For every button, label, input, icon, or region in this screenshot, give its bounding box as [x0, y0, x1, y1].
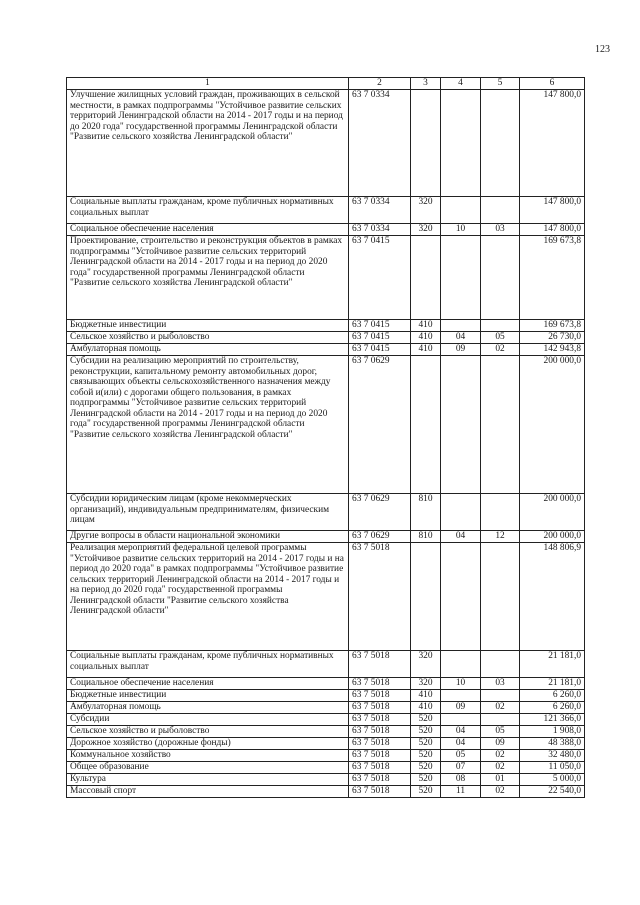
row-rz: 10: [441, 678, 481, 690]
table-row: [67, 344, 585, 356]
row-vr: 320: [411, 678, 441, 690]
row-pr: 02: [481, 762, 520, 774]
row-sum: 6 260,0: [520, 690, 585, 702]
row-name: Улучшение жилищных условий граждан, проживающих в сельской местности, в рамках подпрограммы "Устойчивое развитие сельских территорий Ленинградской области на 2014 - 2017 годы и на период до 2020 года" государственной программы Ленинградской области "Развитие сельского хозяйства Ленинградской области": [67, 90, 349, 197]
row-vr: [411, 543, 441, 651]
row-pr: 03: [481, 224, 520, 236]
row-code: 63 7 0415: [349, 332, 411, 344]
row-name: Дорожное хозяйство (дорожные фонды): [67, 738, 349, 750]
row-name: Амбулаторная помощь: [67, 344, 349, 356]
row-name: Субсидии: [67, 714, 349, 726]
row-pr: 12: [481, 531, 520, 543]
row-vr: 520: [411, 726, 441, 738]
row-code: 63 7 5018: [349, 714, 411, 726]
row-name: Другие вопросы в области национальной экономики: [67, 531, 349, 543]
header-col-5: 5: [481, 78, 520, 90]
row-vr: 520: [411, 750, 441, 762]
row-pr: [481, 197, 520, 224]
header-col-4: 4: [441, 78, 481, 90]
table-row: [67, 678, 585, 690]
row-vr: 520: [411, 786, 441, 798]
row-vr: 320: [411, 197, 441, 224]
row-sum: 21 181,0: [520, 651, 585, 678]
row-pr: 05: [481, 726, 520, 738]
row-sum: 5 000,0: [520, 774, 585, 786]
row-rz: 04: [441, 531, 481, 543]
table-row: [67, 702, 585, 714]
row-rz: 09: [441, 344, 481, 356]
row-rz: 09: [441, 702, 481, 714]
row-name: Культура: [67, 774, 349, 786]
row-rz: [441, 236, 481, 320]
row-pr: 02: [481, 786, 520, 798]
row-code: 63 7 0415: [349, 344, 411, 356]
row-vr: 520: [411, 762, 441, 774]
table-row: [67, 320, 585, 332]
header-col-2: 2: [349, 78, 411, 90]
row-pr: 03: [481, 678, 520, 690]
row-code: 63 7 0629: [349, 531, 411, 543]
row-sum: 32 480,0: [520, 750, 585, 762]
table-row: [67, 332, 585, 344]
table-row: [67, 356, 585, 494]
row-vr: 320: [411, 651, 441, 678]
row-name: Сельское хозяйство и рыболовство: [67, 332, 349, 344]
row-pr: [481, 651, 520, 678]
row-sum: 1 908,0: [520, 726, 585, 738]
table-row: [67, 750, 585, 762]
row-sum: 169 673,8: [520, 320, 585, 332]
table-row: [67, 738, 585, 750]
table-row: [67, 494, 585, 531]
row-rz: 10: [441, 224, 481, 236]
row-name: Социальные выплаты гражданам, кроме публичных нормативных социальных выплат: [67, 197, 349, 224]
row-sum: 142 943,8: [520, 344, 585, 356]
row-pr: 01: [481, 774, 520, 786]
row-pr: [481, 236, 520, 320]
row-rz: [441, 690, 481, 702]
row-vr: [411, 90, 441, 197]
row-rz: [441, 543, 481, 651]
row-vr: 520: [411, 774, 441, 786]
row-name: Социальное обеспечение населения: [67, 678, 349, 690]
row-name: Проектирование, строительство и реконструкция объектов в рамках подпрограммы "Устойчивое развитие сельских территорий Ленинградской области на 2014 - 2017 годы и на период до 2020 года" государственной программы Ленинградской области "Развитие сельского хозяйства Ленинградской области": [67, 236, 349, 320]
row-vr: 410: [411, 332, 441, 344]
row-sum: 21 181,0: [520, 678, 585, 690]
row-code: 63 7 5018: [349, 543, 411, 651]
page-number: 123: [595, 44, 610, 55]
row-code: 63 7 5018: [349, 702, 411, 714]
row-name: Коммунальное хозяйство: [67, 750, 349, 762]
row-code: 63 7 0334: [349, 197, 411, 224]
row-pr: 02: [481, 750, 520, 762]
row-vr: 410: [411, 702, 441, 714]
header-row: [67, 78, 585, 90]
row-rz: [441, 320, 481, 332]
row-rz: 04: [441, 738, 481, 750]
row-name: Социальные выплаты гражданам, кроме публичных нормативных социальных выплат: [67, 651, 349, 678]
row-sum: 22 540,0: [520, 786, 585, 798]
row-vr: 520: [411, 714, 441, 726]
row-pr: [481, 690, 520, 702]
row-sum: 147 800,0: [520, 197, 585, 224]
row-code: 63 7 0629: [349, 494, 411, 531]
row-name: Субсидии юридическим лицам (кроме некоммерческих организаций), индивидуальным предпринимателям, физическим лицам: [67, 494, 349, 531]
row-code: 63 7 5018: [349, 774, 411, 786]
row-rz: [441, 714, 481, 726]
row-code: 63 7 5018: [349, 726, 411, 738]
table-row: [67, 651, 585, 678]
table-row: [67, 531, 585, 543]
row-rz: 04: [441, 726, 481, 738]
row-pr: [481, 494, 520, 531]
row-name: Общее образование: [67, 762, 349, 774]
table-row: [67, 236, 585, 320]
row-code: 63 7 0415: [349, 320, 411, 332]
row-code: 63 7 5018: [349, 690, 411, 702]
row-vr: 810: [411, 494, 441, 531]
row-vr: 320: [411, 224, 441, 236]
row-name: Реализация мероприятий федеральной целевой программы "Устойчивое развитие сельских территорий на 2014 - 2017 годы и на период до 2020 года" в рамках подпрограммы "Устойчивое развитие сельских территорий Ленинградской области на 2014 - 2017 годы и на период до 2020 года" государственной программы Ленинградской области "Развитие сельского хозяйства Ленинградской области": [67, 543, 349, 651]
table-row: [67, 197, 585, 224]
row-sum: 147 800,0: [520, 90, 585, 197]
row-vr: 520: [411, 738, 441, 750]
row-name: Сельское хозяйство и рыболовство: [67, 726, 349, 738]
table-row: [67, 714, 585, 726]
row-vr: [411, 356, 441, 494]
row-pr: [481, 90, 520, 197]
header-col-3: 3: [411, 78, 441, 90]
row-code: 63 7 0334: [349, 224, 411, 236]
row-name: Бюджетные инвестиции: [67, 320, 349, 332]
row-rz: 11: [441, 786, 481, 798]
row-code: 63 7 0415: [349, 236, 411, 320]
table-row: [67, 543, 585, 651]
row-sum: 148 806,9: [520, 543, 585, 651]
row-rz: [441, 651, 481, 678]
row-name: Амбулаторная помощь: [67, 702, 349, 714]
row-sum: 26 730,0: [520, 332, 585, 344]
row-pr: [481, 543, 520, 651]
row-code: 63 7 5018: [349, 651, 411, 678]
row-sum: 200 000,0: [520, 531, 585, 543]
row-rz: 05: [441, 750, 481, 762]
row-code: 63 7 5018: [349, 678, 411, 690]
row-sum: 200 000,0: [520, 356, 585, 494]
row-code: 63 7 5018: [349, 750, 411, 762]
row-name: Бюджетные инвестиции: [67, 690, 349, 702]
row-code: 63 7 5018: [349, 738, 411, 750]
table-row: [67, 90, 585, 197]
row-sum: 121 366,0: [520, 714, 585, 726]
row-sum: 169 673,8: [520, 236, 585, 320]
row-vr: 410: [411, 320, 441, 332]
row-code: 63 7 5018: [349, 762, 411, 774]
row-pr: 02: [481, 344, 520, 356]
table-row: [67, 762, 585, 774]
row-rz: 04: [441, 332, 481, 344]
table-row: [67, 786, 585, 798]
row-vr: 810: [411, 531, 441, 543]
row-pr: 09: [481, 738, 520, 750]
row-code: 63 7 0334: [349, 90, 411, 197]
row-rz: [441, 494, 481, 531]
table-row: [67, 224, 585, 236]
budget-table: [66, 77, 585, 798]
table-row: [67, 690, 585, 702]
header-col-6: 6: [520, 78, 585, 90]
header-col-1: 1: [67, 78, 349, 90]
row-pr: [481, 714, 520, 726]
row-rz: 08: [441, 774, 481, 786]
row-vr: [411, 236, 441, 320]
row-sum: 200 000,0: [520, 494, 585, 531]
row-sum: 6 260,0: [520, 702, 585, 714]
row-name: Социальное обеспечение населения: [67, 224, 349, 236]
row-pr: 05: [481, 332, 520, 344]
table-row: [67, 726, 585, 738]
row-name: Субсидии на реализацию мероприятий по строительству, реконструкции, капитальному ремонту автомобильных дорог, связывающих объекты сельскохозяйственного назначения между собой и(или) с дорогами общего пользования, в рамках подпрограммы "Устойчивое развитие сельских территорий Ленинградской области на 2014 - 2017 годы и на период до 2020 года" государственной программы Ленинградской области "Развитие сельского хозяйства Ленинградской области": [67, 356, 349, 494]
row-vr: 410: [411, 690, 441, 702]
row-sum: 11 050,0: [520, 762, 585, 774]
row-rz: 07: [441, 762, 481, 774]
row-rz: [441, 90, 481, 197]
row-pr: [481, 356, 520, 494]
row-sum: 147 800,0: [520, 224, 585, 236]
row-pr: [481, 320, 520, 332]
row-rz: [441, 356, 481, 494]
row-name: Массовый спорт: [67, 786, 349, 798]
table-row: [67, 774, 585, 786]
row-vr: 410: [411, 344, 441, 356]
row-code: 63 7 0629: [349, 356, 411, 494]
row-rz: [441, 197, 481, 224]
row-sum: 48 388,0: [520, 738, 585, 750]
row-pr: 02: [481, 702, 520, 714]
row-code: 63 7 5018: [349, 786, 411, 798]
